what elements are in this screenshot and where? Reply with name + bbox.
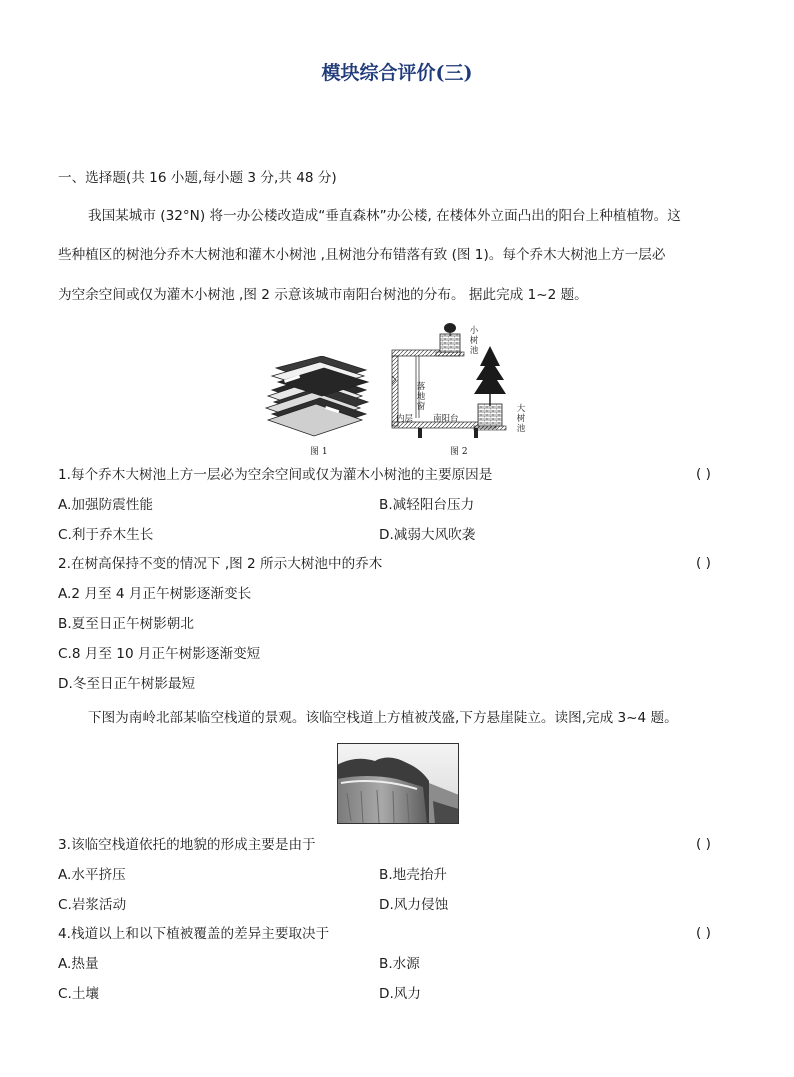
question-1-option-d: D.减弱大风吹袭: [379, 527, 476, 543]
question-1-stem: 1.每个乔木大树池上方一层必为空余空间或仅为灌木小树池的主要原因是: [58, 467, 493, 483]
question-4-option-b: B.水源: [379, 956, 420, 972]
question-1-option-b: B.减轻阳台压力: [379, 497, 475, 513]
question-3-option-b: B.地壳抬升: [379, 867, 448, 883]
label-floor-window: 落地窗: [416, 382, 426, 412]
question-1-option-a: A.加强防震性能: [58, 497, 153, 513]
section-heading: 一、选择题(共 16 小题,每小题 3 分,共 48 分): [58, 170, 337, 186]
label-small-pool: 小树池: [469, 326, 479, 356]
question-3-option-a: A.水平挤压: [58, 867, 126, 883]
question-3-stem: 3.该临空栈道依托的地貌的形成主要是由于: [58, 837, 316, 853]
intro1-line1: 我国某城市 (32°N) 将一办公楼改造成“垂直森林”办公楼, 在楼体外立面凸出的阳台上种植植物。这: [88, 208, 681, 224]
intro1-line3: 为空余空间或仅为灌木小树池 ,图 2 示意该城市南阳台树池的分布。 据此完成 1~2 题。: [58, 287, 588, 303]
page-title: 模块综合评价(三): [321, 62, 473, 84]
figure2-caption: 图 2: [450, 447, 468, 457]
question-2-option-b: B.夏至日正午树影朝北: [58, 616, 194, 632]
intro2-paragraph: 下图为南岭北部某临空栈道的景观。该临空栈道上方植被茂盛,下方悬崖陡立。读图,完成 3~4 题。: [88, 710, 678, 726]
label-big-pool: 大树池: [516, 404, 526, 434]
question-4-option-d: D.风力: [379, 986, 421, 1002]
figure1-caption: 图 1: [310, 447, 328, 457]
question-4-answer-blank: ( ): [696, 925, 711, 941]
question-2-option-d: D.冬至日正午树影最短: [58, 676, 196, 692]
question-4-option-a: A.热量: [58, 956, 99, 972]
question-2-option-a: A.2 月至 4 月正午树影逐渐变长: [58, 586, 252, 602]
question-4-stem: 4.栈道以上和以下植被覆盖的差异主要取决于: [58, 926, 330, 942]
cliff-plank-road-photo: [337, 743, 459, 824]
label-indoor: 内层: [396, 414, 414, 424]
question-1-answer-blank: ( ): [696, 466, 711, 482]
question-3-option-d: D.风力侵蚀: [379, 897, 449, 913]
intro1-line2: 些种植区的树池分乔木大树池和灌木小树池 ,且树池分布错落有致 (图 1)。每个乔木大树池上方一层必: [58, 247, 666, 263]
label-south-balcony: 南阳台: [433, 414, 459, 424]
question-1-option-c: C.利于乔木生长: [58, 527, 154, 543]
question-3-answer-blank: ( ): [696, 836, 711, 852]
question-2-stem: 2.在树高保持不变的情况下 ,图 2 所示大树池中的乔木: [58, 556, 383, 572]
question-4-option-c: C.土壤: [58, 986, 100, 1002]
question-2-option-c: C.8 月至 10 月正午树影逐渐变短: [58, 646, 261, 662]
figure1-building-illustration: [262, 356, 372, 438]
question-2-answer-blank: ( ): [696, 555, 711, 571]
question-3-option-c: C.岩浆活动: [58, 897, 127, 913]
